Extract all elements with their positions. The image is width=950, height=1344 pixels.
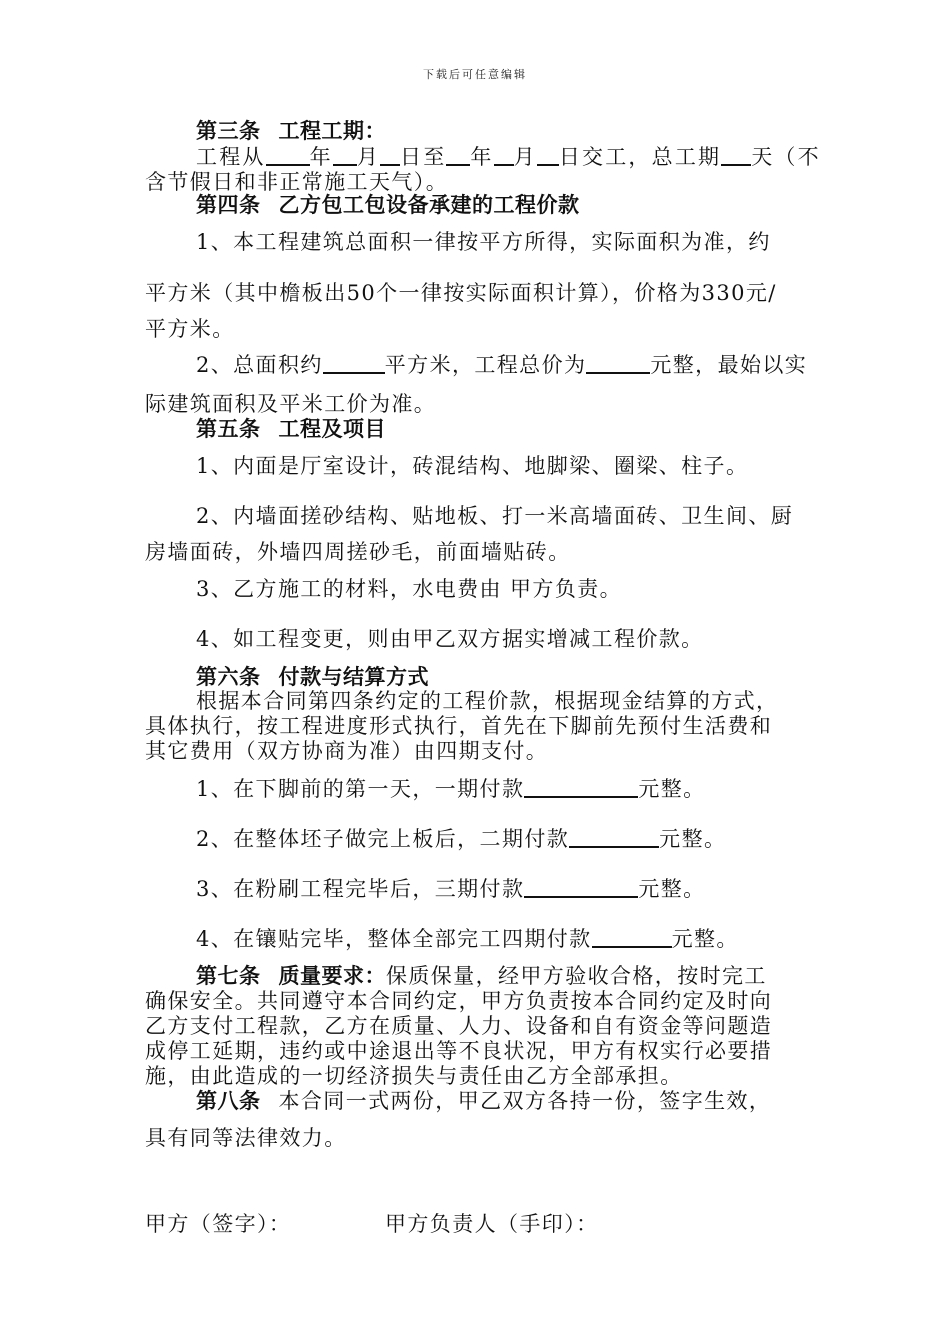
article-5-item-3: 3、乙方施工的材料，水电费由 甲方负责。 xyxy=(196,577,623,601)
blank-payment-3 xyxy=(524,876,638,898)
article-4-number: 第四条 xyxy=(196,193,261,217)
party-a-signature-label: 甲方（签字）： xyxy=(145,1212,292,1236)
blank-payment-1 xyxy=(524,776,638,798)
article-3-period-line: 工程从 年 月 日至 年 月 日交工，总工期 天（不 xyxy=(196,145,821,169)
article-6-line-3: 其它费用（双方协商为准）由四期支付。 xyxy=(145,739,549,763)
article-7-line-5: 施，由此造成的一切经济损失与责任由乙方全部承担。 xyxy=(145,1064,683,1088)
article-8-line-2: 具有同等法律效力。 xyxy=(145,1126,347,1150)
article-3-line-2: 含节假日和非正常施工天气）。 xyxy=(145,170,449,194)
blank-total-days xyxy=(721,144,751,166)
article-6-line-1: 根据本合同第四条约定的工程价款，根据现金结算的方式， xyxy=(196,689,779,713)
blank-total-price xyxy=(586,352,650,374)
article-5-number: 第五条 xyxy=(196,417,261,441)
article-8-number: 第八条 xyxy=(196,1089,261,1113)
article-5-item-2-line-1: 2、内墙面搓砂结构、贴地板、打一米高墙面砖、卫生间、厨 xyxy=(196,504,794,528)
article-5-heading xyxy=(196,416,386,442)
blank-start-month xyxy=(333,144,357,166)
article-7-line-4: 成停工延期，违约或中途退出等不良状况，甲方有权实行必要措 xyxy=(145,1039,773,1063)
article-4-item-2-line-1: 2、总面积约 平方米，工程总价为 元整，最始以实 xyxy=(196,353,808,377)
article-7-number: 第七条 xyxy=(196,964,261,988)
blank-payment-2 xyxy=(569,826,659,848)
article-3-title: 工程工期： xyxy=(278,119,386,143)
party-a-representative-label: 甲方负责人（手印）： xyxy=(385,1212,599,1236)
article-6-payment-4: 4、在镶贴完毕，整体全部完工四期付款 元整。 xyxy=(196,927,739,951)
article-4-item-1-line-1: 1、本工程建筑总面积一律按平方所得，实际面积为准，约 xyxy=(196,230,771,254)
article-8-line-1: 第八条 本合同一式两份，甲乙双方各持一份，签字生效， xyxy=(196,1089,772,1113)
article-4-item-2-line-2: 际建筑面积及平米工价为准。 xyxy=(145,392,437,416)
article-5-item-1: 1、内面是厅室设计，砖混结构、地脚梁、圈梁、柱子。 xyxy=(196,454,749,478)
article-3-heading xyxy=(196,118,386,144)
blank-end-year xyxy=(446,144,470,166)
blank-end-day xyxy=(537,144,559,166)
article-4-heading xyxy=(196,192,580,218)
article-7-line-1: 第七条 质量要求：保质保量，经甲方验收合格，按时完工 xyxy=(196,964,767,988)
article-5-title: 工程及项目 xyxy=(278,417,386,441)
article-5-item-4: 4、如工程变更，则由甲乙双方据实增减工程价款。 xyxy=(196,627,704,651)
article-6-line-2: 具体执行，按工程进度形式执行，首先在下脚前先预付生活费和 xyxy=(145,714,773,738)
article-4-title: 乙方包工包设备承建的工程价款 xyxy=(278,193,580,217)
article-3-number: 第三条 xyxy=(196,119,261,143)
article-6-payment-3: 3、在粉刷工程完毕后，三期付款 元整。 xyxy=(196,877,706,901)
article-4-item-1-line-3: 平方米。 xyxy=(145,317,235,341)
blank-start-year xyxy=(266,144,310,166)
article-6-number: 第六条 xyxy=(196,665,261,689)
article-6-payment-2: 2、在整体坯子做完上板后，二期付款 元整。 xyxy=(196,827,727,851)
article-6-title: 付款与结算方式 xyxy=(278,665,429,689)
article-7-line-2: 确保安全。共同遵守本合同约定，甲方负责按本合同约定及时向 xyxy=(145,989,773,1013)
article-7-title: 质量要求： xyxy=(278,964,386,988)
article-6-heading xyxy=(196,664,429,690)
article-7-line-3: 乙方支付工程款，乙方在质量、人力、设备和自有资金等问题造 xyxy=(145,1014,773,1038)
article-6-payment-1: 1、在下脚前的第一天，一期付款 元整。 xyxy=(196,777,706,801)
blank-total-area xyxy=(323,352,385,374)
blank-payment-4 xyxy=(592,926,672,948)
page-header: 下载后可任意编辑 xyxy=(423,68,527,81)
article-4-item-1-line-2: 平方米（其中檐板出50个一律按实际面积计算），价格为330元/ xyxy=(145,281,777,305)
article-5-item-2-line-2: 房墙面砖，外墙四周搓砂毛，前面墙贴砖。 xyxy=(145,540,571,564)
blank-end-month xyxy=(494,144,514,166)
blank-start-day xyxy=(380,144,400,166)
